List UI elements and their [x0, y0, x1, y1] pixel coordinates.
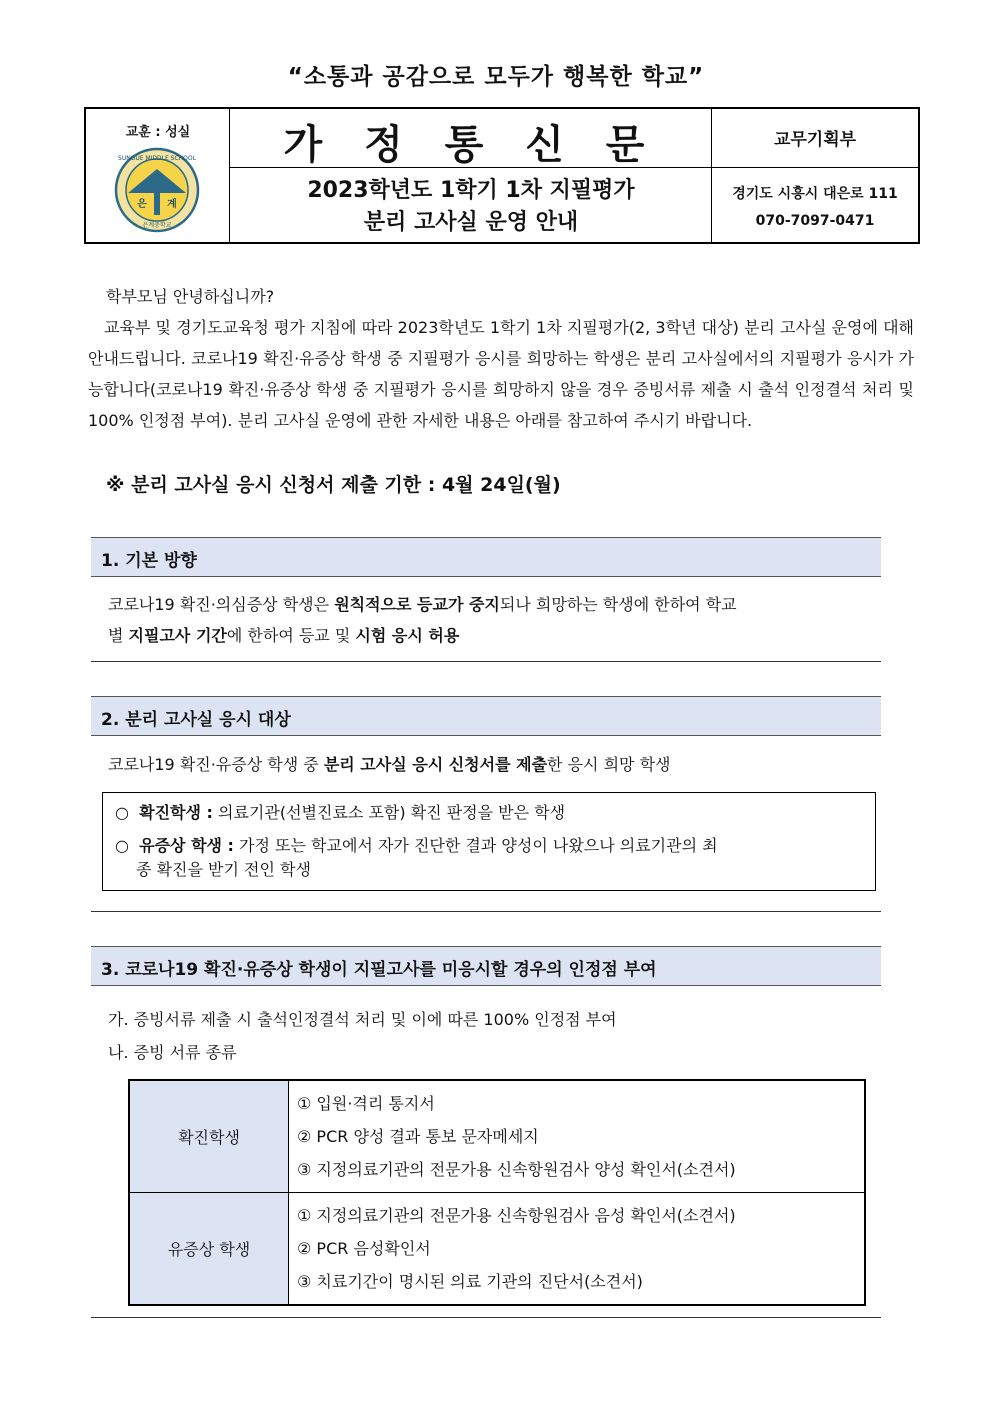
newsletter-subtitle	[230, 175, 712, 239]
target-definition-box	[102, 792, 876, 891]
list-item: ③ 치료기간이 명시된 의료 기관의 진단서(소견서)	[297, 1272, 643, 1291]
school-seal-icon	[114, 147, 200, 233]
evidence-documents-table	[128, 1079, 866, 1306]
symptomatic-student-text: 가정 또는 학교에서 자가 진단한 결과 양성이 나왔으나 의료기관의 최	[233, 836, 718, 855]
section-2-body	[108, 749, 670, 780]
section-3-rule	[91, 1317, 881, 1318]
list-item: ② PCR 음성확인서	[297, 1239, 431, 1258]
list-item: ① 입원·격리 통지서	[297, 1094, 435, 1113]
list-item: ① 지정의료기관의 전문가용 신속항원검사 음성 확인서(소견서)	[297, 1206, 736, 1225]
letter-header	[84, 107, 920, 244]
s1-bold-2: 지필고사 기간	[128, 626, 227, 645]
school-phone: 070-7097-0471	[755, 213, 875, 229]
section-1-rule	[91, 661, 881, 662]
bullet-2: ○	[115, 836, 129, 855]
section-3-item-ga: 가. 증빙서류 제출 시 출석인정결석 처리 및 이에 따른 100% 인정점 부여	[108, 1010, 617, 1029]
submission-deadline: ※ 분리 고사실 응시 신청서 제출 기한 : 4월 24일(월)	[106, 474, 561, 496]
s2-bold-1: 분리 고사실 응시 신청서를 제출	[323, 755, 548, 774]
s2-text-1: 코로나19 확진·유증상 학생 중	[108, 755, 324, 774]
intro-paragraph: 교육부 및 경기도교육청 평가 지침에 따라 2023학년도 1학기 1차 지필평가(2, 3학년 대상) 분리 고사실 운영에 대해 안내드립니다. 코로나19 확진·유증상 학생 중 지필평가 응시를 희망하는 학생은 분리 고사실에서의 지필평가 응시가 가능합니다(코로나19 확진·유증상 학생 중 지필평가 응시를 희망하지 않을 경우 증빙서류 제출 시 출석 인정결석 처리 및 100% 인정점 부여). 분리 고사실 운영에 관한 자세한 내용은 아래를 참고하여 주시기 바랍니다.	[88, 318, 914, 430]
seal-bottom-text: 은계중학교	[142, 222, 172, 229]
section-1-body	[108, 589, 876, 620]
table-row	[129, 1193, 865, 1306]
s1-text-2: 되나 희망하는 학생에 한하여 학교	[499, 595, 737, 614]
seal-right-char: 계	[167, 199, 177, 210]
section-3-item-na: 나. 증빙 서류 종류	[108, 1043, 237, 1062]
section-1-title: 1. 기본 방향	[101, 551, 197, 571]
confirmed-student-item	[115, 801, 565, 825]
title-cell	[230, 109, 712, 242]
documents-cell	[289, 1080, 866, 1193]
subtitle-line-1: 2023학년도 1학기 1차 지필평가	[307, 178, 635, 203]
section-1-body-cont	[108, 620, 459, 651]
table-row	[129, 1080, 865, 1193]
category-cell: 유증상 학생	[129, 1193, 289, 1306]
s1-bold-3: 시험 응시 허용	[355, 626, 460, 645]
section-2-header	[91, 696, 881, 736]
s1-text-4: 에 한하여 등교 및	[226, 626, 356, 645]
section-3-title: 3. 코로나19 확진·유증상 학생이 지필고사를 미응시할 경우의 인정점 부여	[101, 960, 657, 980]
list-item: ③ 지정의료기관의 전문가용 신속항원검사 양성 확인서(소견서)	[297, 1160, 736, 1179]
subtitle-line-2: 분리 고사실 운영 안내	[363, 210, 579, 235]
school-motto-label: 교훈 : 성실	[125, 125, 191, 140]
s1-text-3: 별	[108, 626, 129, 645]
seal-left-char: 은	[137, 199, 147, 210]
section-3-header	[91, 946, 881, 986]
confirmed-student-text: 의료기관(선별진료소 포함) 확진 판정을 받은 학생	[212, 803, 566, 822]
school-address: 경기도 시흥시 대은로 111	[732, 186, 898, 202]
symptomatic-student-cont: 종 확진을 받기 전인 학생	[136, 860, 311, 879]
section-2-title: 2. 분리 고사실 응시 대상	[101, 710, 291, 730]
section-1-header	[91, 537, 881, 577]
symptomatic-student-label: 유증상 학생 :	[139, 836, 234, 855]
s1-text-1: 코로나19 확진·의심증상 학생은	[108, 595, 335, 614]
list-item: ② PCR 양성 결과 통보 문자메세지	[297, 1127, 539, 1146]
school-contact	[712, 181, 918, 235]
s1-bold-1: 원칙적으로 등교가 중지	[334, 595, 500, 614]
symptomatic-student-item	[115, 834, 718, 858]
seal-top-text: SUNGUE MIDDLE SCHOOL	[118, 155, 196, 162]
school-emblem-cell	[86, 109, 230, 242]
school-motto-banner: “소통과 공감으로 모두가 행복한 학교”	[287, 64, 705, 90]
greeting-text: 학부모님 안녕하십니까?	[106, 287, 275, 306]
documents-cell	[289, 1193, 866, 1306]
bullet-1: ○	[115, 803, 129, 822]
category-cell: 확진학생	[129, 1080, 289, 1193]
section-2-rule	[91, 911, 881, 912]
department-name: 교무기획부	[773, 130, 857, 150]
confirmed-student-label: 확진학생 :	[139, 803, 213, 822]
contact-cell	[712, 109, 918, 242]
greeting	[88, 281, 914, 312]
header-divider	[230, 167, 918, 168]
s2-text-2: 한 응시 희망 학생	[547, 755, 671, 774]
newsletter-title: 가 정 통 신 문	[283, 122, 659, 168]
